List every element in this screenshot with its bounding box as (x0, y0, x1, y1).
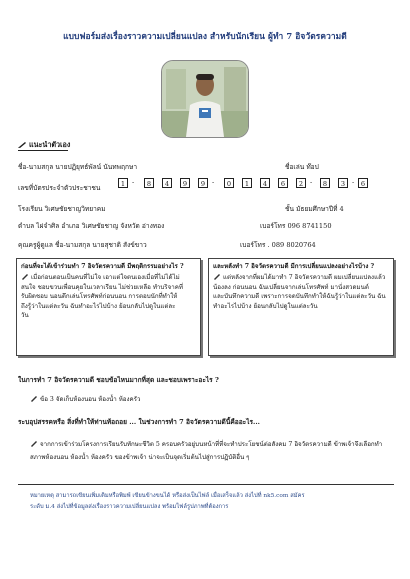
id-dash: - (132, 178, 135, 186)
pen-icon (21, 274, 29, 280)
after-line: และบันทึกความดี เพราะการจดบันทึกทำให้ฉันรู้ว่าในแต่ละวัน ฉัน (213, 293, 386, 301)
before-line: ถึงรู้ว่าในแต่ละวัน ฉันทำอะไรไปบ้าง ย้อนกลับไปดูในแต่ละ (21, 302, 176, 310)
id-digit: 9 (180, 178, 190, 188)
profile-school: โรงเรียน วิเศษชัยชาญวิทยาคม (18, 205, 106, 213)
profile-teacher: คุณครูผู้ดูแล ชื่อ-นามสกุล นายสุชาติ สังข์ขาว (18, 241, 147, 249)
pen-icon (18, 141, 27, 148)
pen-icon (30, 396, 38, 402)
after-line: แต่หลังจากที่ผมได้มาทำ 7 อิจวัตรความดี ผมเปลี่ยนแปลงแล้ว (213, 273, 389, 283)
likes-answer (30, 394, 140, 404)
before-box (16, 258, 201, 356)
id-digit: 0 (224, 178, 234, 188)
after-line: น้องลง ก่อนนอน ฉันเปลี่ยนจากเล่นโทรศัพท์ มานั่งสวดมนต์ (213, 283, 369, 291)
id-digit: 6 (358, 178, 368, 188)
pen-icon (213, 274, 221, 280)
id-label: เลขที่บัตรประจำตัวประชาชน (18, 184, 101, 192)
before-line: สนใจ ชอบขวนเพื่อนคุยในเวลาเรียน ไม่ช่วยเหลือ ทำบริจาคที่ (21, 283, 183, 291)
before-line: เมื่อก่อนตอนเป็นคนที่ไม่ใจ เอาแต่ใจตนเองเมื่อที่ไม่ได้ไม่ (21, 273, 196, 283)
before-body (21, 273, 196, 321)
id-dash: - (212, 178, 215, 186)
before-line: วัน (21, 312, 29, 320)
hardship-answer-line: จากการเข้าร่วมโครงการเรียนรับทักษะชีวิต 5 ครอบครัวอยู่บนหน้าที่ที่จะทำประโยชน์ต่อสังคม 7 อิจวัตรความดี ข้าพเจ้าจึงเลือกทำ (30, 438, 395, 451)
id-number (118, 178, 368, 191)
id-dash: - (352, 178, 355, 186)
after-line: ทำอะไรไปบ้าง ย้อนกลับไปดูในแต่ละวัน (213, 302, 318, 310)
intro-heading (18, 140, 70, 151)
footer-line: ระดับ ม.4 ส่งไปที่ข้อมูลส่งเรื่องราวความเปลี่ยนแปลง พร้อมไฟล์รูปภาพที่ต้องการ (30, 503, 229, 510)
likes-question: ในการทำ 7 อิจวัตรความดี ชอบข้อไหนมากที่สุด และชอบเพราะอะไร ? (18, 376, 219, 384)
footer-note (30, 491, 395, 512)
form-title: แบบฟอร์มส่งเรื่องราวความเปลี่ยนแปลง สำหรับนักเรียน ผู้ทำ 7 อิจวัตรความดี (63, 31, 347, 41)
id-digit: 8 (144, 178, 154, 188)
id-digit: 6 (278, 178, 288, 188)
id-digit: 4 (162, 178, 172, 188)
student-photo (161, 60, 249, 138)
after-box (208, 258, 394, 356)
profile-name: ชื่อ-นามสกุล นายปฏิยุทธ์พัลน์ นันทพฤกษา (18, 163, 138, 171)
profile-address: ตำบล ไผ่จำศิล อำเภอ วิเศษชัยชาญ จังหวัด อ่างทอง (18, 222, 165, 230)
id-digit: 1 (242, 178, 252, 188)
after-title: และหลังทำ 7 อิจวัตรความดี มีการเปลี่ยนแปลงอย่างไรบ้าง ? (213, 263, 375, 270)
after-body (213, 273, 389, 311)
profile-grade: ชั้น มัธยมศึกษาปีที่ 4 (285, 205, 344, 213)
hardship-answer-line: สภาพห้องนอน ห้องน้ำ ห้องครัว ของข้าพเจ้า น่าจะเป็นจุดเริ่มต้นไปสู่การปฏิบัติอื่น ๆ (30, 454, 250, 461)
id-dash: - (310, 178, 313, 186)
before-title: ก่อนที่จะได้เข้าร่วมทำ 7 อิจวัตรความดี มีพฤติกรรมอย่างไร ? (21, 263, 184, 270)
id-digit: 3 (338, 178, 348, 188)
footer-divider (18, 484, 394, 485)
intro-heading-label: แนะนำตัวเอง (29, 140, 71, 149)
pen-icon (30, 441, 38, 447)
profile-nickname: ชื่อเล่น ท๊อป (285, 163, 319, 171)
id-digit: 9 (198, 178, 208, 188)
intro-underline (18, 150, 68, 151)
before-line: รับผิดชอบ นอนดึกเล่นโทรศัพท์ก่อนนอน การตอบนักที่ทำให้ (21, 293, 178, 301)
id-digit: 1 (118, 178, 128, 188)
profile-phone: เบอร์โทร 096 8741150 (260, 222, 332, 230)
student-photo-image (162, 61, 248, 137)
id-digit: 2 (296, 178, 306, 188)
id-digit: 4 (260, 178, 270, 188)
id-digit: 8 (320, 178, 330, 188)
footer-line: หมายเหตุ สามารถเขียนเพิ่มเติมหรือพิมพ์ เขียนข้างขนได้ หรือส่งเป็นไฟล์ เมื่อเสร็จแล้ว ส่งไปที่ nk5.com สมัคร (30, 493, 305, 499)
hardship-answer (30, 438, 395, 464)
likes-answer-text: ข้อ 3 จัดเก็บห้องนอน ห้องน้ำ ห้องครัว (40, 396, 141, 403)
profile-teacher-phone: เบอร์โทร . 089 8020764 (240, 241, 316, 249)
hardship-question: ระบอุปสรรคหรือ สิ่งที่ทำให้ท่านท้อถอย ... ในช่วงการทำ 7 อิจวัตรความดีนี้คืออะไร... (18, 418, 260, 426)
